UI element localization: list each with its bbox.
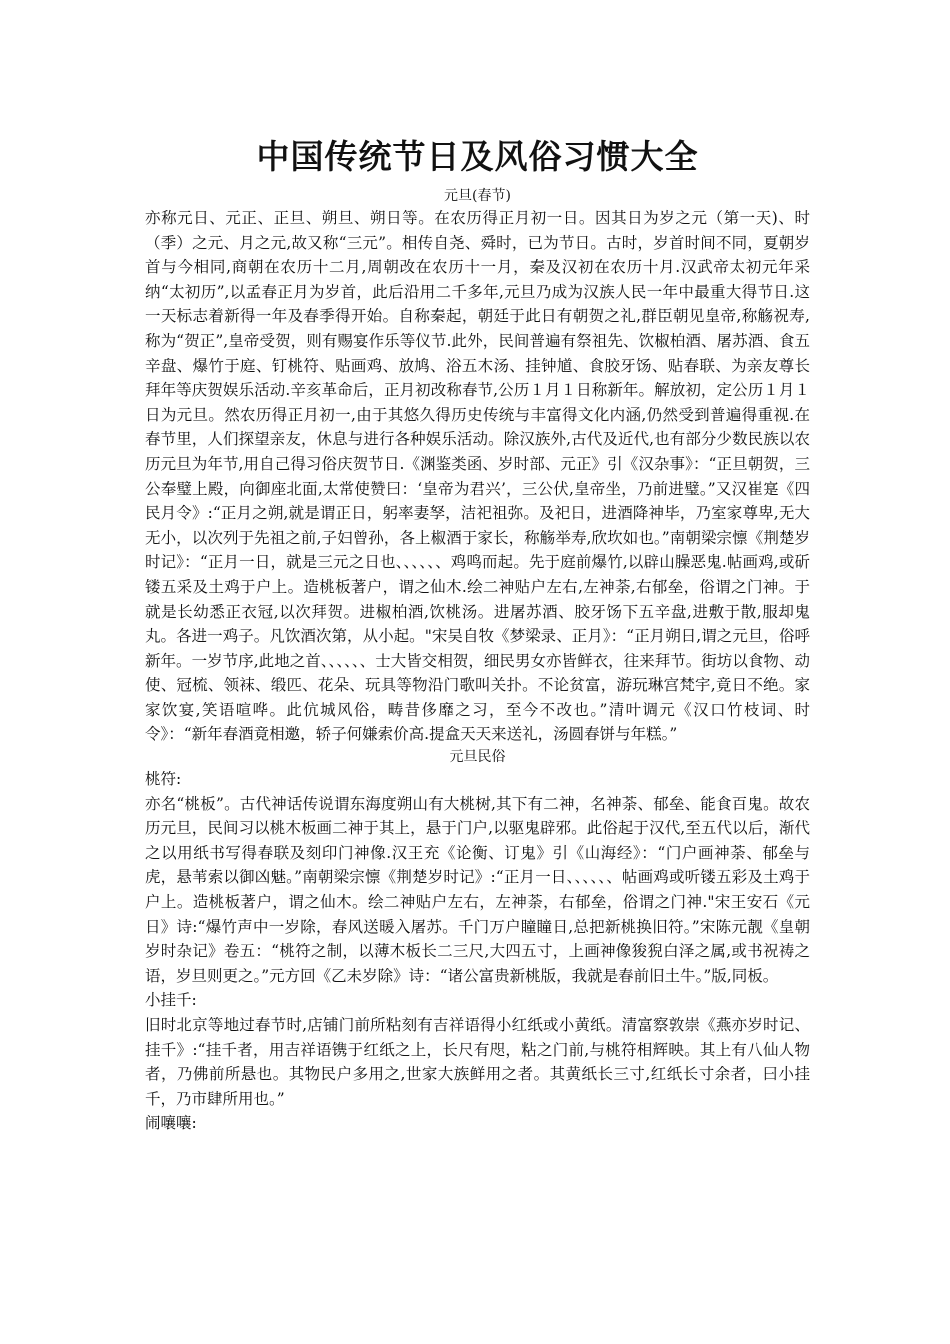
- section-heading: 元旦民俗: [449, 749, 506, 766]
- section-paragraph: 亦称元日、元正、正旦、朔旦、朔日等。在农历得正月初一日。因其日为岁之元（第一天)、时（季）之元、月之元,故又称“三元”。相传自尧、舜时，已为节日。古时，岁首时间不同，夏朝岁首与今相同,商朝在农历十二月,周朝改在农历十一月，秦及汉初在农历十月.汉武帝太初元年采纳“太初历”,以孟春正月为岁首，此后沿用二千多年,元旦乃成为汉族人民一年中最重大得节日.这一天标志着新得一年及春季得开始。自称秦起，朝廷于此日有朝贺之礼,群臣朝见皇帝,称觞祝寿,称为“贺正”,皇帝受贺，则有赐宴作乐等仪节.此外，民间普遍有祭祖先、饮椒柏酒、屠苏酒、食五辛盘、爆竹于庭、钉桃符、贴画鸡、放鸠、浴五木汤、挂钟馗、食胶牙饧、贴春联、为亲友尊长拜年等庆贺娱乐活动.辛亥革命后，正月初改称春节,公历１月１日称新年。解放初，定公历１月１日为元旦。然农历得正月初一,由于其悠久得历史传统与丰富得文化内涵,仍然受到普遍得重视.在春节里，人们探望亲友，休息与进行各种娱乐活动。除汉族外,古代及近代,也有部分少数民族以农历元旦为年节,用自己得习俗庆贺节日.《渊鉴类函、岁时部、元正》引《汉杂事》：“正旦朝贺，三公奉璧上殿，向御座北面,太常使赞曰：‘皇帝为君兴’，三公伏,皇帝坐，乃前进璧。”又汉崔寔《四民月令》:“正月之朔,就是谓正日，躬率妻孥，洁祀祖弥。及祀日，进酒降神毕，乃室家尊卑,无大无小，以次列于先祖之前,子妇曾孙，各上椒酒于家长，称觞举寿,欣坎如也。”南朝梁宗懔《荆楚岁时记》：“正月一日，就是三元之日也、、、、、、鸡鸣而起。先于庭前爆竹,以辟山臊恶鬼.帖画鸡,或斫镂五采及土鸡于户上。造桃板著户，谓之仙木.绘二神贴户左右,左神荼,右郁垒，俗谓之门神。于就是长幼悉正衣冠,以次拜贺。进椒柏酒,饮桃汤。进屠苏酒、胶牙饧下五辛盘,进敷于散,服却鬼丸。各进一鸡子。凡饮酒次第，从小起。"宋吴自牧《梦梁录、正月》：“正月朔日,谓之元旦，俗呼新年。一岁节序,此地之首、、、、、、士大皆交相贺，细民男女亦皆鲜衣，往来拜节。街坊以食物、动使、冠梳、领袜、缎匹、花朵、玩具等物沿门歌叫关扑。不论贫富，游玩琳宫梵宇,竟日不绝。家家饮宴,笑语喧哗。此伉城风俗，畴昔侈靡之习，至今不改也。”清叶调元《汉口竹枝词、时令》：“新年春酒竟相邀，轿子何嫌索价高.提盒天天来送礼，汤圆春饼与年糕。”: [145, 209, 811, 744]
- section-heading: 元旦(春节): [444, 188, 511, 204]
- custom-paragraph-taofu: 亦名“桃板”。古代神话传说谓东海度朔山有大桃树,其下有二神，名神荼、郁垒、能食百鬼。故农历元旦，民间习以桃木板画二神于其上，悬于门户,以驱鬼辟邪。此俗起于汉代,至五代以后，渐代之以用纸书写得春联及刻印门神像.汉王充《论衡、订鬼》引《山海经》：“门户画神荼、郁垒与虎，悬苇索以御凶魅。”南朝梁宗懔《荆楚岁时记》:“正月一日、、、、、、帖画鸡或听镂五彩及土鸡于户上。造桃板著户，谓之仙木。绘二神贴户左右，左神荼，右郁垒，俗谓之门神."宋王安石《元日》诗:“爆竹声中一岁除，春风送暖入屠苏。千门万户瞳瞳日,总把新桃换旧符。”宋陈元靓《皇朝岁时杂记》卷五：“桃符之制，以薄木板长二三尺,大四五寸，上画神像狻猊白泽之属,或书祝祷之语，岁旦则更之。”元方回《乙未岁除》诗：“诸公富贵新桃版，我就是春前旧土牛。”版,同板。: [145, 794, 810, 985]
- section-yuandan-customs: [145, 747, 810, 1136]
- custom-label-xiaoguaqian: 小挂千:: [145, 991, 197, 1010]
- custom-label-naorangrang: 闹嚷嚷:: [145, 1114, 197, 1133]
- section-yuandan: [145, 186, 810, 747]
- document-page: [145, 120, 810, 1136]
- custom-label-taofu: 桃符:: [145, 770, 182, 789]
- page-title: 中国传统节日及风俗习惯大全: [256, 137, 699, 176]
- custom-paragraph-xiaoguaqian: 旧时北京等地过春节时,店铺门前所粘刻有吉祥语得小红纸或小黄纸。清富察敦崇《燕亦岁时记、挂千》:“挂千者，用吉祥语镌于红纸之上，长尺有咫，粘之门前,与桃符相辉映。其上有八仙人物者，乃佛前所悬也。其物民户多用之,世家大族鲜用之者。其黄纸长三寸,红纸长寸余者，曰小挂千，乃市肆所用也。”: [145, 1016, 810, 1108]
